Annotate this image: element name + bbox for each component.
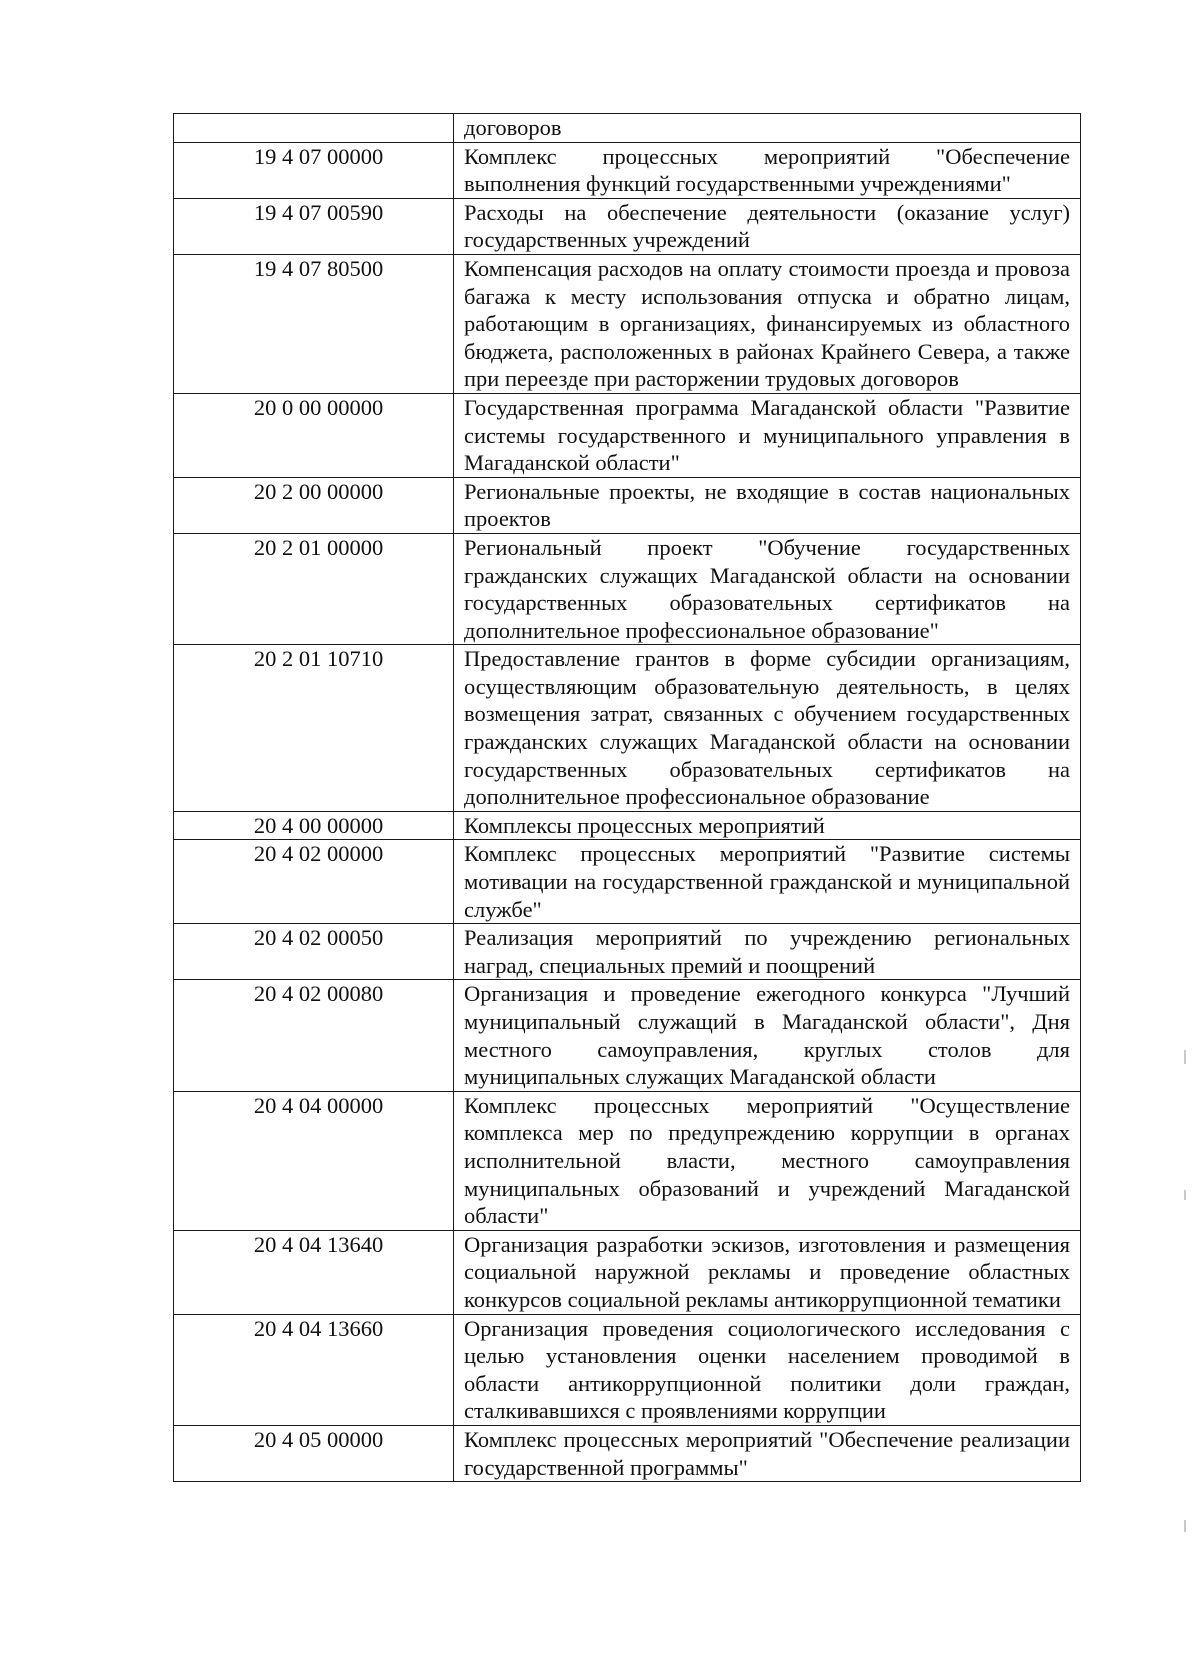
table-row: [174, 924, 1081, 980]
row-code: 19 4 07 80500: [174, 254, 454, 393]
table-row: [174, 198, 1081, 254]
row-code: 20 2 01 00000: [174, 533, 454, 644]
table-row: [174, 1091, 1081, 1230]
table-row: [174, 811, 1081, 840]
row-name: Комплекс процессных мероприятий "Обеспечение реализации государственной программы": [454, 1425, 1081, 1481]
row-code: 19 4 07 00590: [174, 198, 454, 254]
scan-edge-mark: [1184, 1520, 1186, 1532]
row-name: Организация и проведение ежегодного конкурса "Лучший муниципальный служащий в Магаданской области", Дня местного самоуправления, круглых столов для муниципальных служащих Магаданской области: [454, 980, 1081, 1091]
row-code: 20 4 02 00080: [174, 980, 454, 1091]
scan-edge-mark: [1184, 1190, 1186, 1200]
row-name: Региональный проект "Обучение государственных гражданских служащих Магаданской области на основании государственных образовательных сертификатов на дополнительное профессиональное образование": [454, 533, 1081, 644]
row-name: Государственная программа Магаданской области "Развитие системы государственного и муниципального управления в Магаданской области": [454, 393, 1081, 477]
scan-edge-mark: [1184, 1050, 1186, 1064]
row-name: Региональные проекты, не входящие в состав национальных проектов: [454, 477, 1081, 533]
row-code: 20 2 01 10710: [174, 645, 454, 812]
row-name: Комплексы процессных мероприятий: [454, 811, 1081, 840]
row-code: 19 4 07 00000: [174, 142, 454, 198]
row-name: Комплекс процессных мероприятий "Обеспечение выполнения функций государственными учреждениями": [454, 142, 1081, 198]
table-row: [174, 114, 1081, 143]
table-row: [174, 254, 1081, 393]
row-code: 20 4 02 00050: [174, 924, 454, 980]
table-row: [174, 1314, 1081, 1425]
row-code: 20 4 02 00000: [174, 840, 454, 924]
table-row: [174, 142, 1081, 198]
table-row: [174, 840, 1081, 924]
row-name: договоров: [454, 114, 1081, 143]
row-name: Предоставление грантов в форме субсидии организациям, осуществляющим образовательную деятельность, в целях возмещения затрат, связанных с обучением государственных гражданских служащих Магаданской области на основании государственных образовательных сертификатов на дополнительное профессиональное образование: [454, 645, 1081, 812]
table-row: [174, 477, 1081, 533]
table-row: [174, 1230, 1081, 1314]
row-code: 20 4 05 00000: [174, 1425, 454, 1481]
table-row: [174, 533, 1081, 644]
row-name: Реализация мероприятий по учреждению региональных наград, специальных премий и поощрений: [454, 924, 1081, 980]
row-code: 20 4 04 00000: [174, 1091, 454, 1230]
table-row: [174, 393, 1081, 477]
row-name: Расходы на обеспечение деятельности (оказание услуг) государственных учреждений: [454, 198, 1081, 254]
row-name: Компенсация расходов на оплату стоимости проезда и провоза багажа к месту использования отпуска и обратно лицам, работающим в организациях, финансируемых из областного бюджета, расположенных в районах Крайнего Севера, а также при переезде при расторжении трудовых договоров: [454, 254, 1081, 393]
row-code: 20 2 00 00000: [174, 477, 454, 533]
table-row: [174, 645, 1081, 812]
row-code: [174, 114, 454, 143]
row-name: Комплекс процессных мероприятий "Развитие системы мотивации на государственной гражданской и муниципальной службе": [454, 840, 1081, 924]
row-code: 20 4 00 00000: [174, 811, 454, 840]
row-name: Комплекс процессных мероприятий "Осуществление комплекса мер по предупреждению коррупции в органах исполнительной власти, местного самоуправления муниципальных образований и учреждений Магаданской области": [454, 1091, 1081, 1230]
row-code: 20 4 04 13660: [174, 1314, 454, 1425]
row-name: Организация разработки эскизов, изготовления и размещения социальной наружной рекламы и проведение областных конкурсов социальной рекламы антикоррупционной тематики: [454, 1230, 1081, 1314]
table-row: [174, 980, 1081, 1091]
row-code: 20 4 04 13640: [174, 1230, 454, 1314]
row-name: Организация проведения социологического исследования с целью установления оценки населением проводимой в области антикоррупционной политики доли граждан, сталкивавшихся с проявлениями коррупции: [454, 1314, 1081, 1425]
row-code: 20 0 00 00000: [174, 393, 454, 477]
table-row: [174, 1425, 1081, 1481]
budget-classification-table: [173, 113, 1081, 1482]
